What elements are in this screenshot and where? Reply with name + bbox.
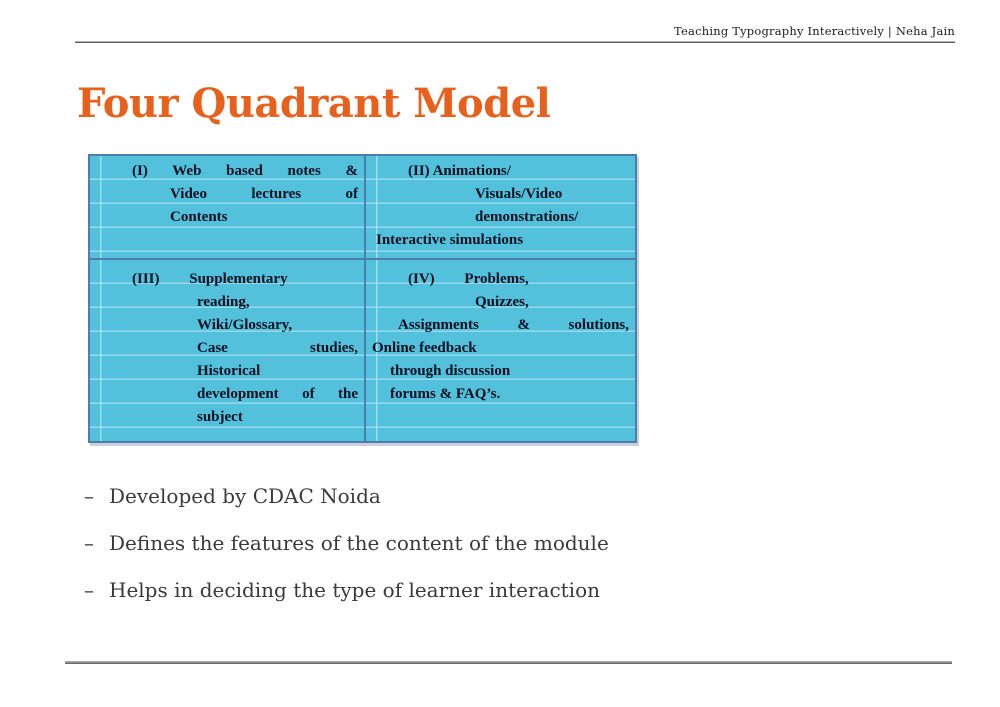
quadrant-1-cell	[90, 156, 366, 260]
quadrant-3-line: reading,	[197, 294, 250, 310]
quadrant-3-line: Wiki/Glossary,	[197, 317, 293, 333]
quadrant-4-line: Assignments & solutions,	[398, 317, 629, 333]
dash-marker: –	[84, 484, 94, 508]
quadrant-2-cell	[366, 156, 635, 260]
bullet-item	[84, 576, 609, 604]
quadrant-3-line: Historical	[197, 363, 261, 379]
quadrant-3-cell	[90, 260, 366, 441]
quadrant-4-line: (IV) Problems,	[408, 271, 529, 287]
quadrant-3-line: Case studies,	[197, 340, 358, 356]
page-title: Four Quadrant Model	[77, 80, 551, 127]
bullet-text: Defines the features of the content of the module	[109, 531, 609, 555]
quadrant-2-line: Visuals/Video	[475, 186, 563, 202]
quadrant-4-cell	[366, 260, 635, 441]
quadrant-3-line: subject	[197, 409, 243, 425]
quadrant-4-line: Quizzes,	[475, 294, 529, 310]
bullet-text: Developed by CDAC Noida	[109, 484, 381, 508]
header-credit: Teaching Typography Interactively | Neha Jain	[674, 24, 955, 38]
quadrant-4-line: through discussion	[390, 363, 511, 379]
four-quadrant-table	[88, 154, 637, 443]
quadrant-3-line: development of the	[197, 386, 358, 402]
bottom-rule	[65, 661, 952, 664]
top-rule	[75, 41, 955, 43]
quadrant-4-line: Online feedback	[372, 340, 477, 356]
quadrant-2-line: Interactive simulations	[376, 232, 524, 248]
bullet-text: Helps in deciding the type of learner interaction	[109, 578, 600, 602]
dash-marker: –	[84, 531, 94, 555]
quadrant-1-line: (I) Web based notes &	[132, 163, 358, 179]
quadrant-2-line: (II) Animations/	[408, 163, 511, 179]
dash-marker: –	[84, 578, 94, 602]
quadrant-2-line: demonstrations/	[475, 209, 579, 225]
bullet-list	[84, 482, 609, 604]
bullet-item	[84, 529, 609, 557]
quadrant-3-line: (III) Supplementary	[132, 271, 288, 287]
quadrant-1-line: Contents	[170, 209, 228, 225]
quadrant-4-line: forums & FAQ’s.	[390, 386, 501, 402]
bullet-item	[84, 482, 609, 510]
quadrant-1-line: Video lectures of	[170, 186, 358, 202]
